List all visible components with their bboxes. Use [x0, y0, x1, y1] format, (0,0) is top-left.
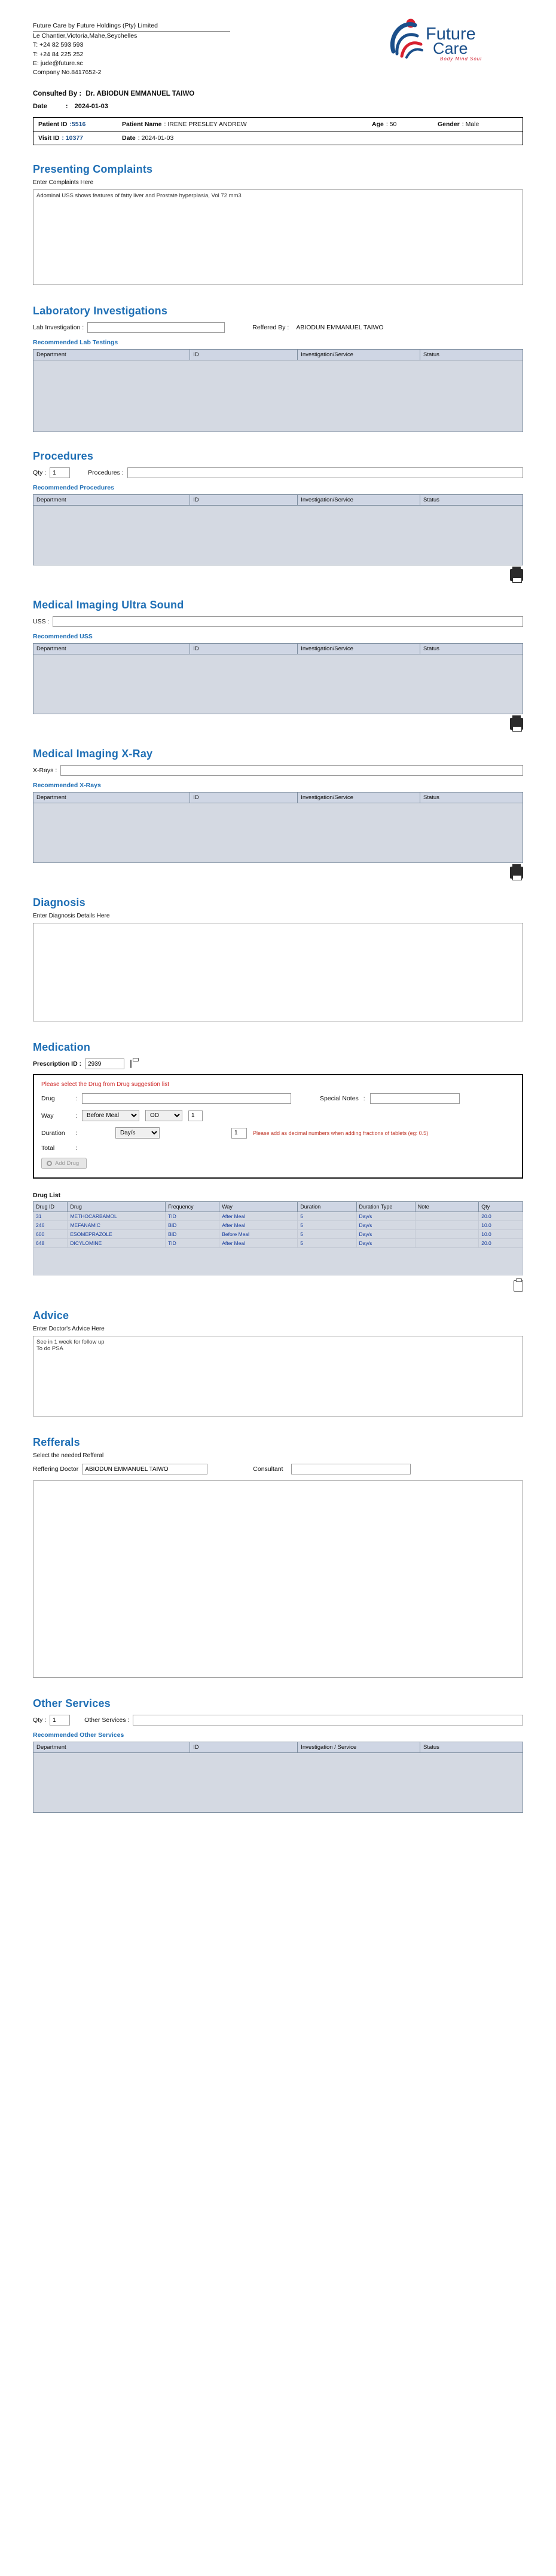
drug-col-durtype: Duration Type [356, 1202, 415, 1212]
section-title-complaints: Presenting Complaints [33, 163, 153, 176]
os-col-service: Investigation / Service [298, 1742, 420, 1753]
other-services-grid-header-row [33, 1742, 523, 1753]
os-col-id: ID [190, 1742, 298, 1753]
drug-row-2-dur: 5 [298, 1230, 356, 1239]
prescription-id-label: Prescription ID : [33, 1060, 82, 1068]
clinic-logo [386, 18, 523, 62]
xray-col-department: Department [33, 793, 190, 803]
duration-label: Duration [41, 1129, 65, 1137]
table-row[interactable] [33, 1239, 523, 1248]
recommended-uss-link[interactable]: Recommended USS [33, 633, 93, 641]
drug-col-drug: Drug [68, 1202, 166, 1212]
visit-id-value: : 10377 [62, 134, 84, 142]
section-title-xray: Medical Imaging X-Ray [33, 748, 153, 760]
proc-col-status: Status [420, 495, 523, 506]
lab-referred-by-value: ABIODUN EMMANUEL TAIWO [296, 324, 384, 332]
uss-col-investigation: Investigation/Service [298, 644, 420, 654]
section-title-diagnosis: Diagnosis [33, 897, 85, 909]
gender-value: : Male [462, 121, 479, 129]
uss-col-status: Status [420, 644, 523, 654]
other-services-qty-input[interactable] [50, 1715, 70, 1726]
lab-col-department: Department [33, 350, 190, 360]
xray-col-id: ID [190, 793, 298, 803]
drug-row-0-drug: METHOCARBAMOL [68, 1212, 166, 1221]
xray-label: X-Rays : [33, 767, 57, 775]
uss-input[interactable] [53, 616, 523, 627]
section-title-procedures: Procedures [33, 450, 94, 463]
referring-doctor-label: Reffering Doctor [33, 1466, 79, 1473]
proc-col-department: Department [33, 495, 190, 506]
drug-row-0-way: After Meal [219, 1212, 298, 1221]
complaints-subtitle: Enter Complaints Here [33, 179, 94, 186]
clinic-tel-1: T: +24 82 593 593 [33, 41, 84, 49]
add-drug-label: Add Drug [55, 1160, 80, 1167]
referrals-subtitle: Select the needed Refferal [33, 1452, 104, 1460]
age-label: Age [372, 121, 384, 129]
drug-selection-warning: Please select the Drug from Drug suggestion list [41, 1081, 169, 1088]
table-row[interactable] [33, 1212, 523, 1221]
advice-subtitle: Enter Doctor's Advice Here [33, 1326, 105, 1333]
patient-name-label: Patient Name [122, 121, 162, 129]
drug-row-1-drug: MEFANAMIC [68, 1221, 166, 1230]
other-services-label: Other Services : [84, 1717, 130, 1724]
drug-col-qty: Qty [479, 1202, 523, 1212]
drug-row-3-qty: 20.0 [479, 1239, 523, 1248]
drug-row-2-id: 600 [33, 1230, 68, 1239]
drug-input[interactable] [82, 1093, 291, 1104]
drug-row-0-freq: TID [166, 1212, 219, 1221]
drug-row-1-note [415, 1221, 478, 1230]
drug-row-1-id: 246 [33, 1221, 68, 1230]
section-title-advice: Advice [33, 1310, 69, 1322]
drug-row-3-note [415, 1239, 478, 1248]
complaints-textarea[interactable] [33, 189, 523, 285]
svg-text:Future: Future [426, 25, 476, 44]
drug-col-id: Drug ID [33, 1202, 68, 1212]
print-procedures-icon[interactable] [510, 569, 523, 581]
svg-text:Care: Care [433, 39, 468, 57]
proc-col-id: ID [190, 495, 298, 506]
drug-col-note: Note [415, 1202, 478, 1212]
add-icon [47, 1161, 52, 1166]
drug-row-0-id: 31 [33, 1212, 68, 1221]
drug-row-2-note [415, 1230, 478, 1239]
other-services-grid [33, 1742, 523, 1813]
print-prescription-icon[interactable] [514, 1280, 523, 1292]
drug-row-2-drug: ESOMEPRAZOLE [68, 1230, 166, 1239]
clinic-tel-2: T: +24 84 225 252 [33, 50, 84, 58]
other-services-grid-empty-row [33, 1753, 523, 1813]
section-title-medication: Medication [33, 1041, 91, 1054]
drug-label: Drug [41, 1095, 55, 1103]
procedures-grid [33, 494, 523, 565]
drug-row-1-dur: 5 [298, 1221, 356, 1230]
drug-row-1-durtype: Day/s [356, 1221, 415, 1230]
referrals-textarea[interactable] [33, 1480, 523, 1678]
visit-date-line: Date : 2024-01-03 [33, 103, 108, 111]
advice-textarea[interactable] [33, 1336, 523, 1417]
drug-row-3-freq: TID [166, 1239, 219, 1248]
uss-col-id: ID [190, 644, 298, 654]
patient-name-value: : IRENE PRESLEY ANDREW [164, 121, 247, 129]
consulted-by-line: Consulted By : Dr. ABIODUN EMMANUEL TAIWO [33, 90, 195, 98]
consultant-label: Consultant [253, 1466, 283, 1473]
medication-entry-panel [33, 1074, 523, 1179]
drug-col-freq: Frequency [166, 1202, 219, 1212]
lab-col-status: Status [420, 350, 523, 360]
drug-row-2-qty: 10.0 [479, 1230, 523, 1239]
xray-col-investigation: Investigation/Service [298, 793, 420, 803]
frequency-select[interactable] [145, 1110, 182, 1121]
page-header [33, 18, 523, 77]
visit-date-label: Date [122, 134, 136, 142]
section-title-lab: Laboratory Investigations [33, 305, 168, 317]
section-title-uss: Medical Imaging Ultra Sound [33, 599, 184, 611]
visit-date-cell [117, 131, 523, 145]
visit-id-label: Visit ID [38, 134, 60, 142]
uss-grid-header-row [33, 644, 523, 654]
xray-grid [33, 792, 523, 863]
recommended-procedures-link[interactable]: Recommended Procedures [33, 484, 114, 492]
drug-row-0-qty: 20.0 [479, 1212, 523, 1221]
recommended-xrays-link[interactable]: Recommended X-Rays [33, 782, 101, 790]
recommended-other-services-link[interactable]: Recommended Other Services [33, 1731, 124, 1739]
duration-type-select[interactable] [115, 1127, 160, 1139]
drug-row: Drug : Special Notes : [41, 1093, 515, 1104]
print-uss-icon[interactable] [510, 718, 523, 730]
visit-id-cell [33, 131, 117, 145]
patient-name-cell [117, 118, 367, 131]
clinic-company-no: Company No.8417652-2 [33, 69, 102, 77]
date-value: 2024-01-03 [74, 103, 108, 111]
lab-col-investigation: Investigation/Service [298, 350, 420, 360]
proc-col-investigation: Investigation/Service [298, 495, 420, 506]
drug-row-3-durtype: Day/s [356, 1239, 415, 1248]
drug-row-0-dur: 5 [298, 1212, 356, 1221]
patient-id-cell [33, 118, 117, 131]
patient-info-table [33, 117, 523, 145]
total-label: Total [41, 1145, 55, 1152]
drug-row-1-qty: 10.0 [479, 1221, 523, 1230]
table-row[interactable] [33, 1230, 523, 1239]
xray-col-status: Status [420, 793, 523, 803]
clinic-address: Le Chantier,Victoria,Mahe,Seychelles [33, 32, 138, 40]
gender-label: Gender [438, 121, 460, 129]
other-services-input[interactable] [133, 1715, 523, 1726]
duration-decimal-note: Please add as decimal numbers when adding fractions of tablets (eg: 0.5) [253, 1130, 429, 1136]
section-title-other-services: Other Services [33, 1697, 111, 1710]
drug-list-header-row [33, 1202, 523, 1212]
way-label: Way [41, 1112, 54, 1119]
way-row: Way : Before Meal OD 1 [41, 1110, 515, 1121]
os-col-department: Department [33, 1742, 190, 1753]
procedures-label: Procedures : [88, 469, 124, 477]
date-label: Date [33, 103, 47, 111]
visit-date-value: : 2024-01-03 [138, 134, 174, 142]
consulted-by-label: Consulted By [33, 90, 78, 98]
logo-graphic [389, 18, 514, 62]
procedures-input[interactable] [127, 467, 523, 478]
duration-row: Duration : Day/s 1 Please add as decimal numbers when adding fractions of tablets (eg: 0.5) [41, 1127, 515, 1139]
recommended-lab-testings-link[interactable]: Recommended Lab Testings [33, 339, 118, 347]
clinic-email: E: jude@future.sc [33, 59, 83, 67]
way-select[interactable] [82, 1110, 139, 1121]
drug-row-1-way: After Meal [219, 1221, 298, 1230]
patient-id-label: Patient ID [38, 121, 68, 129]
patient-id-value: :5516 [69, 121, 86, 129]
diagnosis-subtitle: Enter Diagnosis Details Here [33, 913, 110, 920]
uss-grid [33, 643, 523, 714]
drug-row-2-way: Before Meal [219, 1230, 298, 1239]
procedures-qty-label: Qty : [33, 469, 47, 477]
procedures-qty-input[interactable] [50, 467, 70, 478]
patient-age-cell [367, 118, 433, 131]
total-row: Total : [41, 1145, 78, 1152]
xray-grid-header-row [33, 793, 523, 803]
diagnosis-textarea[interactable] [33, 923, 523, 1021]
os-col-status: Status [420, 1742, 523, 1753]
clinic-address-block [33, 18, 230, 77]
uss-col-department: Department [33, 644, 190, 654]
procedures-grid-header-row [33, 495, 523, 506]
special-notes-input[interactable] [370, 1093, 460, 1104]
way-qty-input[interactable] [188, 1110, 203, 1121]
age-value: : 50 [386, 121, 397, 129]
consultant-input[interactable] [291, 1464, 411, 1474]
drug-row-0-note [415, 1212, 478, 1221]
svg-text:Body Mind Soul: Body Mind Soul [440, 56, 482, 62]
xray-grid-empty-row [33, 803, 523, 863]
lab-referred-by-label: Reffered By : [252, 324, 289, 332]
drug-row-3-way: After Meal [219, 1239, 298, 1248]
logo-svg [389, 18, 514, 62]
duration-qty-input[interactable] [231, 1128, 247, 1139]
drug-row-1-freq: BID [166, 1221, 219, 1230]
lab-col-id: ID [190, 350, 298, 360]
drug-row-3-dur: 5 [298, 1239, 356, 1248]
lab-investigation-label: Lab Investigation : [33, 324, 84, 332]
uss-label: USS : [33, 618, 50, 626]
drug-row-3-id: 648 [33, 1239, 68, 1248]
add-drug-button[interactable] [41, 1158, 87, 1169]
procedures-grid-empty-row [33, 506, 523, 565]
prescription-clipboard-icon[interactable] [130, 1060, 132, 1068]
patient-info-row-2 [33, 131, 523, 145]
lab-results-grid [33, 349, 523, 432]
drug-row-2-freq: BID [166, 1230, 219, 1239]
prescription-id-input[interactable] [85, 1058, 124, 1069]
table-row[interactable] [33, 1221, 523, 1230]
consulted-by-value: Dr. ABIODUN EMMANUEL TAIWO [85, 90, 195, 98]
lab-investigation-input[interactable] [87, 322, 225, 333]
other-services-qty-label: Qty : [33, 1717, 47, 1724]
drug-list-table [33, 1201, 523, 1275]
drug-list-filler-row [33, 1248, 523, 1275]
patient-gender-cell [433, 118, 523, 131]
drug-row-2-durtype: Day/s [356, 1230, 415, 1239]
print-xray-icon[interactable] [510, 867, 523, 879]
special-notes-label: Special Notes [320, 1095, 359, 1103]
xray-input[interactable] [60, 765, 523, 776]
lab-grid-header-row [33, 350, 523, 360]
drug-row-0-durtype: Day/s [356, 1212, 415, 1221]
drug-col-duration: Duration [298, 1202, 356, 1212]
patient-info-row-1 [33, 117, 523, 131]
drug-col-way: Way [219, 1202, 298, 1212]
section-title-referrals: Refferals [33, 1436, 80, 1449]
clinic-name: Future Care by Future Holdings (Pty) Limited [33, 22, 230, 32]
lab-grid-empty-row [33, 360, 523, 432]
referring-doctor-input[interactable] [82, 1464, 207, 1474]
drug-list-label: Drug List [33, 1192, 61, 1200]
drug-row-3-drug: DICYLOMINE [68, 1239, 166, 1248]
uss-grid-empty-row [33, 654, 523, 714]
